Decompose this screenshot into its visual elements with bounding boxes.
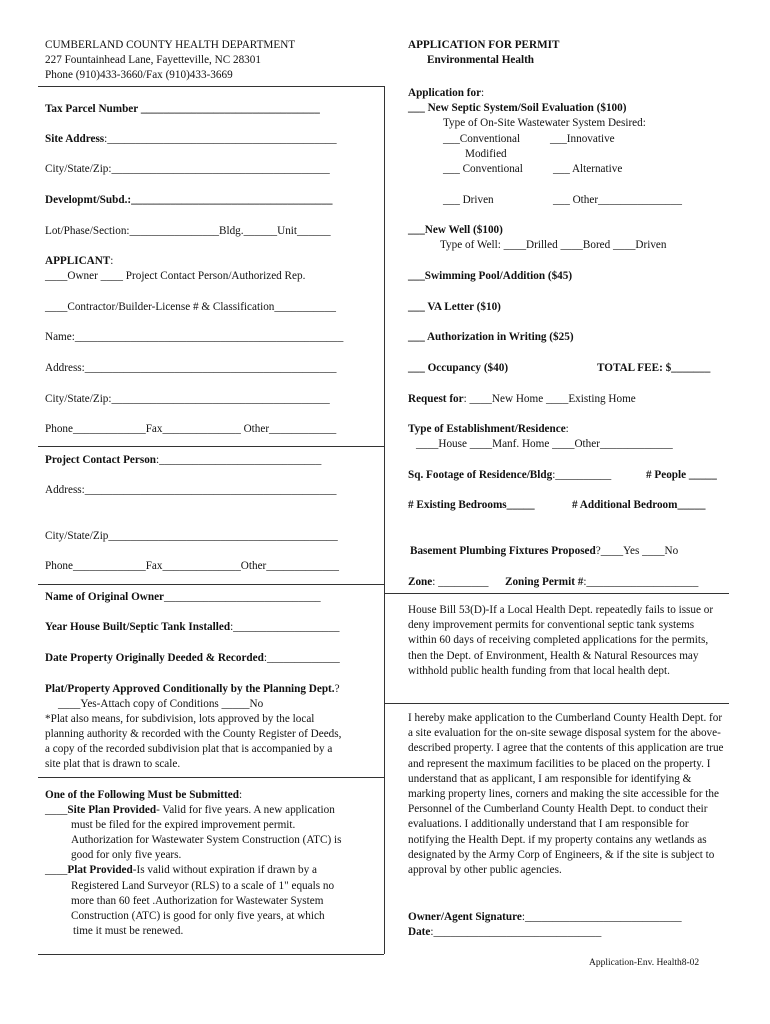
divider-owner (38, 584, 384, 585)
site-address-field[interactable]: Site Address:_________________________________________ (45, 133, 337, 145)
department-phone: Phone (910)433-3660/Fax (910)433-3669 (45, 69, 233, 81)
plat-provided-text: more than 60 feet .Authorization for Wastewater System (71, 895, 324, 907)
total-fee-field[interactable]: TOTAL FEE: $_______ (597, 362, 711, 374)
department-name: CUMBERLAND COUNTY HEALTH DEPARTMENT (45, 39, 296, 51)
plat-provided-text: Construction (ATC) is good for only five years, at which (71, 910, 325, 922)
innovative-option[interactable]: ___Innovative (550, 133, 615, 145)
form-title: APPLICATION FOR PERMIT (408, 39, 560, 51)
year-built-field[interactable]: Year House Built/Septic Tank Installed:___________________ (45, 621, 340, 633)
submit-requirement-heading: One of the Following Must be Submitted: (45, 789, 243, 801)
other-system-option[interactable]: ___ Other_______________ (553, 194, 682, 206)
bottom-border-left (38, 954, 384, 955)
applicant-agreement-text: I hereby make application to the Cumberland County Health Dept. for a site evaluation for the on-site sewage disposal system for the above-described property. I agree that the contents of this application are true and represent the maximum facilities to be placed on the property. I understand that as applicant, I am responsible for identifying & marking property lines, corners and making the site accessible for the Personnel of the Cumberland County Health Dept. to conduct their evaluations. I additionally understand that I am responsible for notifying the Health Dept. if my property contains any wetlands as designated by the Army Corp of Engineers, & if the site is subject to approval by other public agencies. (408, 712, 724, 877)
divider-housebill (384, 593, 729, 594)
application-for-heading: Application for: (408, 87, 485, 99)
existing-bedrooms-field[interactable]: # Existing Bedrooms_____ (408, 499, 535, 511)
plat-note-line: planning authority & recorded with the County Register of Deeds, (45, 728, 342, 740)
lot-phase-section-field[interactable]: Lot/Phase/Section:________________Bldg.______Unit______ (45, 225, 331, 237)
modified-conventional-option[interactable]: ___ Conventional (443, 163, 523, 175)
occupancy-option[interactable]: ___ Occupancy ($40) (408, 362, 509, 374)
applicant-heading: APPLICANT: (45, 255, 114, 267)
well-type-options[interactable]: Type of Well: ____Drilled ____Bored ____Driven (440, 239, 667, 251)
project-contact-city-field[interactable]: City/State/Zip_________________________________________ (45, 530, 338, 542)
new-well-option[interactable]: ___New Well ($100) (408, 224, 503, 236)
establishment-type-options[interactable]: ____House ____Manf. Home ____Other_____________ (416, 438, 673, 450)
header-divider-left (38, 86, 384, 87)
people-count-field[interactable]: # People _____ (646, 469, 717, 481)
date-deeded-field[interactable]: Date Property Originally Deeded & Recorded:_____________ (45, 652, 340, 664)
applicant-name-field[interactable]: Name:________________________________________________ (45, 331, 344, 343)
onsite-system-type-label: Type of On-Site Wastewater System Desired: (443, 117, 646, 129)
divider-agreement (384, 703, 729, 704)
contractor-license-field[interactable]: ____Contractor/Builder-License # & Classification___________ (45, 301, 336, 313)
applicant-city-state-zip-field[interactable]: City/State/Zip:_______________________________________ (45, 393, 330, 405)
request-for-options[interactable]: Request for: ____New Home ____Existing Home (408, 393, 636, 405)
tax-parcel-field[interactable]: Tax Parcel Number ________________________________ (45, 103, 320, 115)
form-identifier: Application-Env. Health8-02 (589, 958, 700, 968)
project-contact-field[interactable]: Project Contact Person:_____________________________ (45, 454, 322, 466)
driven-option[interactable]: ___ Driven (443, 194, 494, 206)
original-owner-field[interactable]: Name of Original Owner____________________________ (45, 591, 321, 603)
development-subdivision-field[interactable]: Developmt/Subd.:____________________________________ (45, 194, 333, 206)
plat-note-line: a copy of the recorded subdivision plat that is accompanied by a (45, 743, 333, 755)
applicant-address-field[interactable]: Address:_____________________________________________ (45, 362, 337, 374)
plat-approval-options[interactable]: ____Yes-Attach copy of Conditions _____No (58, 698, 264, 710)
project-contact-phone-field[interactable]: Phone_____________Fax______________Other_____________ (45, 560, 339, 572)
applicant-type-options[interactable]: ____Owner ____ Project Contact Person/Authorized Rep. (45, 270, 306, 282)
city-state-zip-field[interactable]: City/State/Zip:_______________________________________ (45, 163, 330, 175)
plat-provided-text: Registered Land Surveyor (RLS) to a scale of 1" equals no (71, 880, 335, 892)
zone-field[interactable]: Zone: _________ (408, 576, 489, 588)
applicant-phone-fax-field[interactable]: Phone_____________Fax______________ Other____________ (45, 423, 337, 435)
plat-note-line: site plat that is drawn to scale. (45, 758, 181, 770)
center-divider (384, 86, 385, 954)
signature-date-field[interactable]: Date:______________________________ (408, 926, 602, 938)
plat-note-line: *Plat also means, for subdivision, lots approved by the local (45, 713, 315, 725)
conventional-option[interactable]: ___Conventional (443, 133, 521, 145)
plat-approval-question: Plat/Property Approved Conditionally by the Planning Dept.? (45, 683, 340, 695)
swimming-pool-option[interactable]: ___Swimming Pool/Addition ($45) (408, 270, 573, 282)
divider-applicant (38, 446, 384, 447)
plat-provided-option[interactable]: ____Plat Provided-Is valid without expiration if drawn by a (45, 864, 317, 876)
divider-submit (38, 777, 384, 778)
owner-signature-field[interactable]: Owner/Agent Signature:____________________________ (408, 911, 682, 923)
department-address: 227 Fountainhead Lane, Fayetteville, NC 28301 (45, 54, 261, 66)
alternative-option[interactable]: ___ Alternative (553, 163, 623, 175)
additional-bedrooms-field[interactable]: # Additional Bedroom_____ (572, 499, 706, 511)
site-plan-text: good for only five years. (71, 849, 182, 861)
site-plan-text: must be filed for the expired improvement permit. (71, 819, 296, 831)
basement-plumbing-options[interactable]: Basement Plumbing Fixtures Proposed?____Yes ____No (410, 545, 679, 557)
site-plan-option[interactable]: ____Site Plan Provided- Valid for five years. A new application (45, 804, 335, 816)
house-bill-notice: House Bill 53(D)-If a Local Health Dept. repeatedly fails to issue or deny improvement permits for conventional septic tank systems within 60 days of receiving completed applications for the permits, then the Dept. of Environment, Health & Natural Resources may withhold public health funding from that local health dept. (408, 604, 714, 677)
modified-label: Modified (465, 148, 507, 160)
authorization-writing-option[interactable]: ___ Authorization in Writing ($25) (408, 331, 574, 343)
square-footage-field[interactable]: Sq. Footage of Residence/Bldg:__________ (408, 469, 612, 481)
septic-permit-option[interactable]: ___ New Septic System/Soil Evaluation ($100) (408, 102, 627, 114)
site-plan-text: Authorization for Wastewater System Construction (ATC) is (71, 834, 342, 846)
form-subtitle: Environmental Health (427, 54, 535, 66)
project-contact-address-field[interactable]: Address:_____________________________________________ (45, 484, 337, 496)
establishment-type-heading: Type of Establishment/Residence: (408, 423, 569, 435)
va-letter-option[interactable]: ___ VA Letter ($10) (408, 301, 501, 313)
zoning-permit-field[interactable]: Zoning Permit #:____________________ (505, 576, 699, 588)
plat-provided-text: time it must be renewed. (73, 925, 184, 937)
